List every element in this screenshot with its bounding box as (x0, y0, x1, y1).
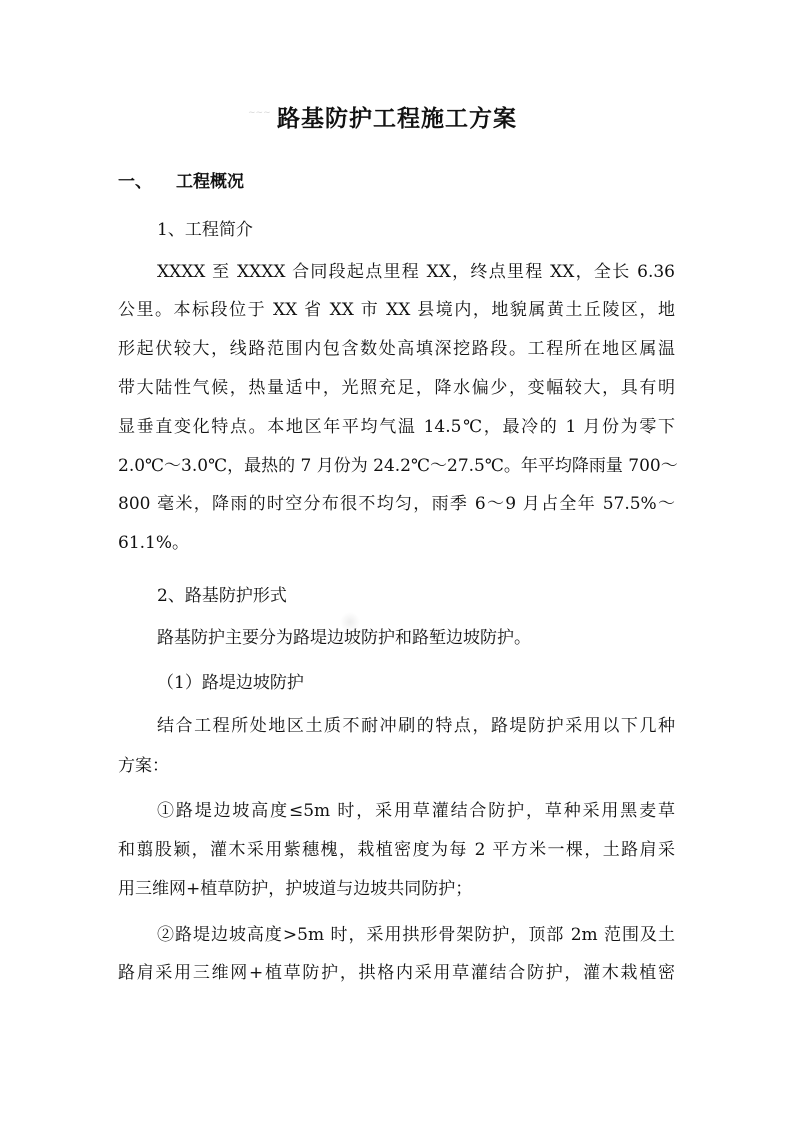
paragraph-line: ①路堤边坡高度≤5m 时，采用草灌结合防护，草种采用黑麦草 (157, 801, 675, 821)
subheading-embankment-slope: （1）路堤边坡防护 (157, 673, 304, 693)
subheading-protection-forms: 2、路基防护形式 (157, 586, 287, 606)
paragraph-line: 公里。本标段位于 XX 省 XX 市 XX 县境内，地貌属黄土丘陵区，地 (118, 300, 675, 320)
paragraph-line: 路基防护主要分为路堤边坡防护和路堑边坡防护。 (157, 628, 531, 648)
section-number: 一、 (118, 172, 152, 192)
subheading-project-intro: 1、工程简介 (157, 220, 253, 240)
section-heading (118, 167, 244, 192)
paragraph-line: 61.1%。 (118, 533, 190, 553)
paragraph-line: 带大陆性气候，热量适中，光照充足，降水偏少，变幅较大，具有明 (118, 378, 675, 398)
paragraph-line: 用三维网+植草防护，护坡道与边坡共同防护； (118, 879, 473, 899)
paragraph-line: 方案： (118, 756, 169, 776)
paragraph-line: XXXX 至 XXXX 合同段起点里程 XX，终点里程 XX，全长 6.36 (157, 262, 675, 282)
paragraph-line: 2.0℃～3.0℃，最热的 7 月份为 24.2℃～27.5℃。年平均降雨量 700～ (118, 456, 678, 476)
paragraph-line: 结合工程所处地区土质不耐冲刷的特点，路堤防护采用以下几种 (157, 716, 675, 736)
paragraph-line: 路肩采用三维网+植草防护，拱格内采用草灌结合防护，灌木栽植密 (118, 963, 675, 983)
document-title: 路基防护工程施工方案 (277, 105, 517, 132)
faint-mark: ~~~ (248, 108, 271, 118)
paragraph-line: 和翦股颖，灌木采用紫穗槐，栽植密度为每 2 平方米一棵，土路肩采 (118, 840, 675, 860)
paragraph-line: 800 毫米，降雨的时空分布很不均匀，雨季 6～9 月占全年 57.5%～ (118, 494, 675, 514)
paragraph-line: 形起伏较大，线路范围内包含数处高填深挖路段。工程所在地区属温 (118, 339, 675, 359)
paragraph-line: ②路堤边坡高度>5m 时，采用拱形骨架防护，顶部 2m 范围及土 (157, 925, 675, 945)
paragraph-line: 显垂直变化特点。本地区年平均气温 14.5℃，最冷的 1 月份为零下 (118, 417, 675, 437)
section-title: 工程概况 (176, 172, 244, 192)
